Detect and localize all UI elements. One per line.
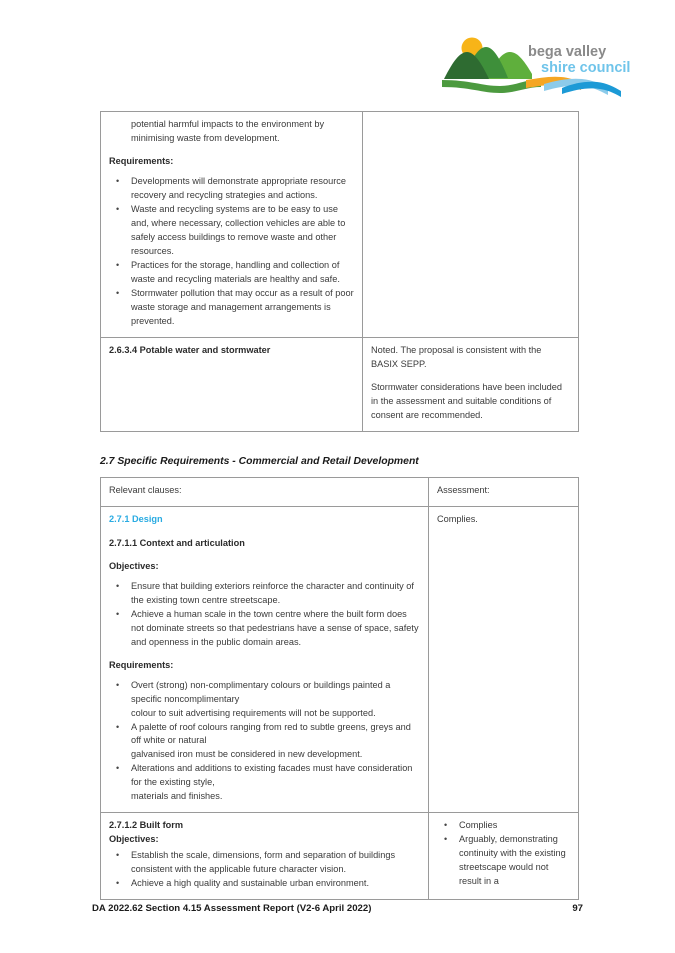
list-item-text: Developments will demonstrate appropriate resource recovery and recycling strategies and actions. bbox=[131, 175, 346, 200]
list-item-text: Achieve a human scale in the town centre where the built form does not dominate streets so that pedestrians have a sense of space, safety and openness in the public domain areas. bbox=[131, 608, 419, 647]
clause-intro-line-1: potential harmful impacts to the environment by bbox=[131, 119, 325, 129]
clause-cell bbox=[101, 337, 363, 431]
bullet-icon: • bbox=[444, 834, 448, 845]
clause-title: 2.6.3.4 Potable water and stormwater bbox=[109, 344, 271, 355]
list-item bbox=[109, 580, 420, 608]
assessment-list bbox=[437, 819, 570, 888]
column-header-assessment: Assessment: bbox=[429, 477, 579, 506]
list-item-text: Establish the scale, dimensions, form and separation of buildings consistent with the applicable future character vision. bbox=[131, 850, 396, 875]
logo-text-line2: shire council bbox=[541, 60, 631, 76]
section-heading: 2.7 Specific Requirements - Commercial and Retail Development bbox=[100, 455, 419, 467]
clause-title: 2.7.1.2 Built form bbox=[109, 820, 184, 831]
objectives-label: Objectives: bbox=[109, 560, 159, 571]
clause-title-design: 2.7.1 Design bbox=[109, 513, 163, 524]
column-header-relevant-clauses: Relevant clauses: bbox=[101, 477, 429, 506]
bullet-icon: • bbox=[116, 259, 120, 270]
bullet-icon: • bbox=[444, 820, 448, 831]
logo-text-line1: bega valley bbox=[528, 44, 607, 60]
bullet-icon: • bbox=[116, 203, 120, 214]
list-item bbox=[437, 819, 570, 833]
list-item bbox=[109, 762, 420, 804]
bullet-icon: • bbox=[116, 877, 120, 888]
council-logo bbox=[440, 30, 635, 98]
clause-cell bbox=[101, 813, 429, 899]
footer-page-number: 97 bbox=[572, 903, 583, 914]
list-item bbox=[109, 721, 420, 763]
list-item-text-line: Overt (strong) non-complimentary colours or buildings painted a specific noncomplimentary bbox=[131, 679, 391, 704]
table-row bbox=[101, 337, 579, 431]
footer-document-title: DA 2022.62 Section 4.15 Assessment Report (V2-6 April 2022) bbox=[92, 903, 372, 914]
bullet-icon: • bbox=[116, 287, 120, 298]
assessment-cell bbox=[429, 813, 579, 899]
list-item-text: Practices for the storage, handling and collection of waste and recycling materials are healthy and safe. bbox=[131, 259, 340, 284]
bullet-icon: • bbox=[116, 679, 120, 690]
clause-cell bbox=[101, 112, 363, 338]
list-item-text-line: Alterations and additions to existing facades must have consideration for the existing style, bbox=[131, 763, 413, 788]
requirements-list bbox=[109, 175, 354, 329]
list-item-text: Ensure that building exteriors reinforce the character and continuity of the existing town centre streetscape. bbox=[131, 580, 414, 605]
assessment-paragraph: Noted. The proposal is consistent with the BASIX SEPP. bbox=[371, 344, 542, 369]
list-item bbox=[109, 849, 420, 877]
bullet-icon: • bbox=[116, 763, 120, 774]
logo-graphic bbox=[440, 30, 635, 98]
objectives-list bbox=[109, 580, 420, 650]
list-item bbox=[109, 259, 354, 287]
document-body bbox=[100, 111, 578, 900]
bullet-icon: • bbox=[116, 608, 120, 619]
bullet-icon: • bbox=[116, 721, 120, 732]
assessment-paragraph: Complies. bbox=[437, 513, 478, 524]
assessment-cell bbox=[363, 112, 579, 338]
list-item-text-line: materials and finishes. bbox=[131, 791, 223, 802]
table-row bbox=[101, 112, 579, 338]
bullet-icon: • bbox=[116, 850, 120, 861]
list-item-text-line: galvanised iron must be considered in new development. bbox=[131, 749, 363, 760]
clause-subtitle: 2.7.1.1 Context and articulation bbox=[109, 537, 245, 548]
list-item-text: Complies bbox=[459, 820, 498, 831]
list-item-text-line: colour to suit advertising requirements will not be supported. bbox=[131, 707, 376, 718]
bullet-icon: • bbox=[116, 175, 120, 186]
list-item bbox=[109, 287, 354, 329]
objectives-list bbox=[109, 849, 420, 890]
table-specific-requirements-commercial bbox=[100, 477, 579, 900]
assessment-paragraph: Stormwater considerations have been included in the assessment and suitable conditions of consent are recommended. bbox=[371, 381, 563, 420]
table-header-row bbox=[101, 477, 579, 506]
list-item-text: Stormwater pollution that may occur as a result of poor waste storage and management arrangements is prevented. bbox=[131, 287, 354, 326]
table-row bbox=[101, 506, 579, 813]
spacer bbox=[100, 432, 578, 456]
assessment-cell bbox=[429, 506, 579, 813]
clause-cell bbox=[101, 506, 429, 813]
table-specific-requirements-waste bbox=[100, 111, 579, 432]
requirements-label: Requirements: bbox=[109, 659, 174, 670]
list-item bbox=[437, 833, 570, 888]
list-item bbox=[109, 203, 354, 259]
list-item-text: Arguably, demonstrating continuity with the existing streetscape would not result in a bbox=[459, 834, 566, 886]
objectives-label: Objectives: bbox=[109, 834, 159, 845]
list-item bbox=[109, 679, 420, 721]
list-item-text-line: A palette of roof colours ranging from red to subtle greens, greys and off white or natural bbox=[131, 721, 411, 746]
table-row bbox=[101, 813, 579, 899]
list-item bbox=[109, 877, 420, 891]
page-footer bbox=[92, 903, 583, 914]
list-item-text: Achieve a high quality and sustainable urban environment. bbox=[131, 877, 370, 888]
list-item bbox=[109, 608, 420, 650]
spacer bbox=[100, 467, 578, 477]
requirements-label: Requirements: bbox=[109, 155, 174, 166]
list-item-text: Waste and recycling systems are to be easy to use and, where necessary, collection vehicles are able to safely access buildings to remove waste and other resources. bbox=[131, 203, 346, 256]
assessment-cell bbox=[363, 337, 579, 431]
bullet-icon: • bbox=[116, 580, 120, 591]
list-item bbox=[109, 175, 354, 203]
requirements-list bbox=[109, 679, 420, 805]
clause-intro-line-2: minimising waste from development. bbox=[131, 132, 280, 143]
